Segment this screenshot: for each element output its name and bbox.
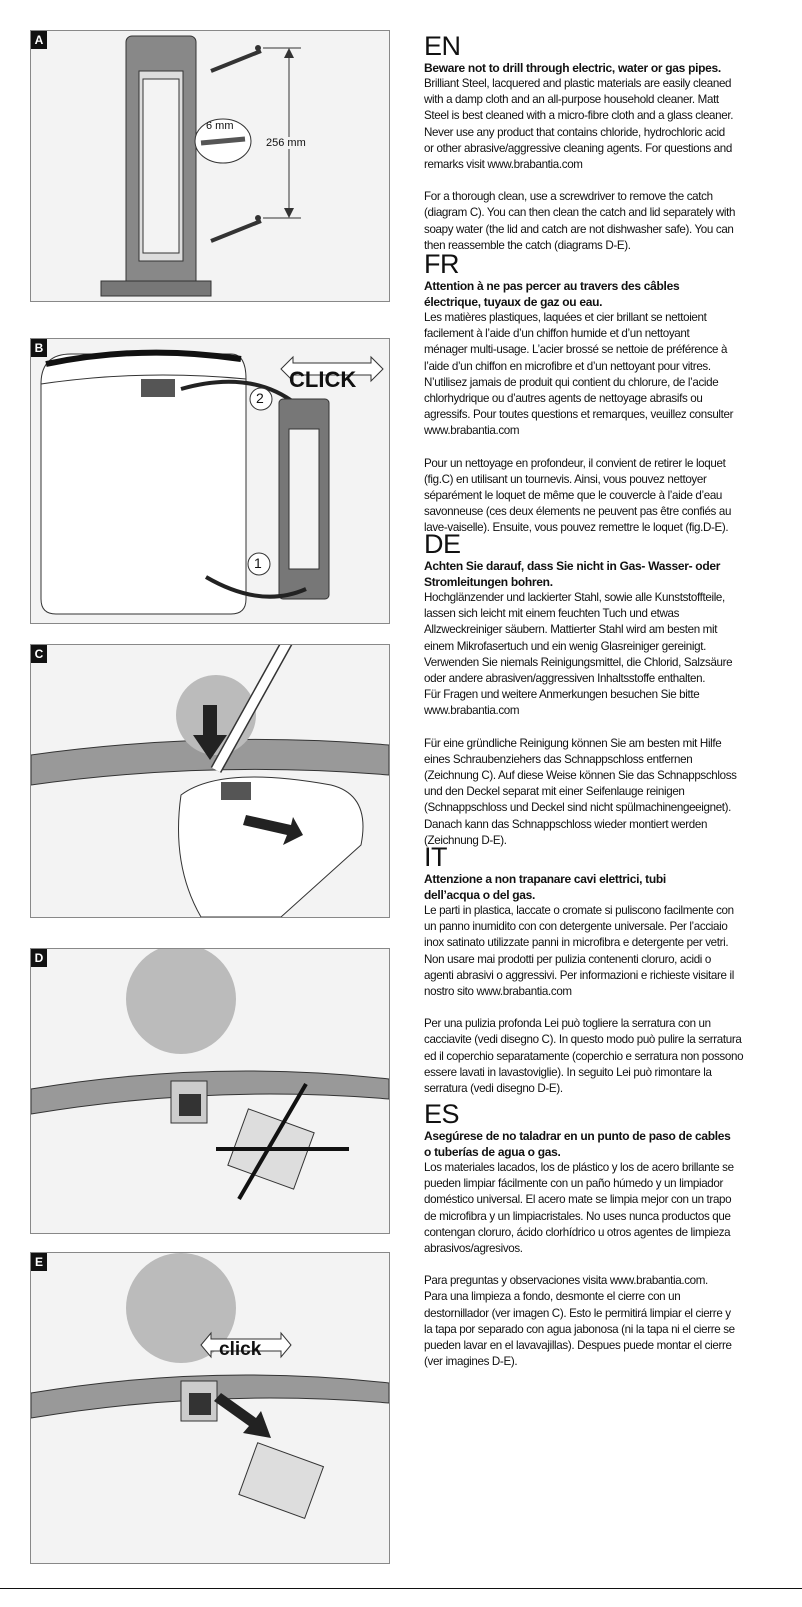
text-line: Steel is best cleaned with a micro-fibre cloth and a glass cleaner. [424,109,734,123]
body-paragraph [424,189,764,254]
body-paragraph [424,310,764,440]
figure-c-remove-catch [30,644,390,918]
warning-text: Attention à ne pas percer au travers des câbles [424,279,680,293]
text-line: Danach kann das Schnappschloss wieder montiert werden [424,817,708,831]
body-paragraph [424,456,764,537]
text-line: chlorhydrique ou d’autres agents de nettoyage abrasifs ou [424,392,703,406]
body-paragraph [424,736,764,849]
text-line: or other abrasive/aggressive cleaning agents. For questions and [424,141,732,155]
body-paragraph [424,590,764,720]
text-line: cacciavite (vedi disegno C). In questo modo può pulire la serratura [424,1033,742,1047]
warning-text: Achten Sie darauf, dass Sie nicht in Gas- Wasser- oder [424,559,721,573]
warning-text: Stromleitungen bohren. [424,575,553,589]
text-line: l’aide d’un chiffon en microfibre et d’un nettoyant pour vitres. [424,359,711,373]
body-paragraph [424,1016,764,1097]
figure-label: B [31,339,47,357]
body-paragraph [424,903,764,1000]
text-line: de microfibra y un limpiacristales. No uses nunca productos que [424,1209,731,1223]
warning-text: Attenzione a non trapanare cavi elettrici, tubi [424,872,666,886]
warning-text: Asegúrese de no taladrar en un punto de paso de cables [424,1129,731,1143]
text-line: abrasivos/agresivos. [424,1242,523,1256]
text-line: For a thorough clean, use a screwdriver to remove the catch [424,190,713,204]
text-line: N’utilisez jamais de produit qui contient du chlorure, de l’acide [424,375,719,389]
text-line: Allzweckreiniger säubern. Mattierter Stahl wird am besten mit [424,623,718,637]
text-line: Non usare mai prodotti per pulizia contenenti cloruro, acidi o [424,952,711,966]
text-line: (Zeichnung D-E). [424,833,507,847]
figure-e-catch-correct [30,1252,390,1564]
text-line: serratura (vedi disegno D-E). [424,1082,563,1096]
wall-bracket-illustration [31,31,389,301]
text-line: ed il coperchio separatamente (coperchio e serratura non possono [424,1049,744,1063]
figure-label: C [31,645,47,663]
text-line: (fig.C) en utilisant un tournevis. Ainsi, vous pouvez nettoyer [424,472,707,486]
text-line: einem Mikrofasertuch und ein wenig Glasreiniger gereinigt. [424,639,706,653]
text-line: Los materiales lacados, los de plástico y los de acero brillante se [424,1161,734,1174]
text-line: pueden limpiar fácilmente con un paño húmedo y un limpiador [424,1177,724,1191]
section-it [424,843,764,1097]
page-bottom-rule [0,1588,802,1589]
click-label: click [219,1339,262,1360]
text-line: www.brabantia.com [424,424,520,438]
distance-label: 256 mm [266,137,306,149]
text-line: eines Schraubenziehers das Schnappschloss entfernen [424,752,693,766]
text-line: (diagram C). You can then clean the catch and lid separately with [424,206,736,220]
warning-text: électrique, tuyaux de gaz ou eau. [424,295,603,309]
text-line: la tapa por separado con agua jabonosa (ni la tapa ni el cierre se [424,1322,735,1336]
step-1-label: 1 [254,555,262,571]
text-line: inox satinato utilizzate panni in microfibra e detergente per vetri. [424,936,729,950]
text-line: www.brabantia.com [424,704,520,718]
catch-incorrect-illustration [31,949,389,1233]
body-paragraph [424,1160,764,1257]
text-line: agressifs. Pour toutes questions et remarques, veuillez consulter [424,408,734,422]
text-line: essere lavati in lavastoviglie). In seguito Lei può rimontare la [424,1065,712,1079]
drill-size-label: 6 mm [206,120,234,132]
figure-b-hanging-bin [30,338,390,624]
section-es [424,1100,764,1370]
section-de [424,530,764,849]
screwdriver-illustration [31,645,389,917]
text-line: Verwenden Sie niemals Reinigungsmittel, die Chlorid, Salzsäure [424,655,733,669]
warning-text: dell’acqua o del gas. [424,888,536,902]
text-line: destornillador (ver imagen C). Esto le permitirá limpiar el cierre y [424,1306,731,1320]
text-line: Für eine gründliche Reinigung können Sie am besten mit Hilfe [424,736,722,750]
figure-label: A [31,31,47,49]
language-heading: IT [424,842,447,872]
catch-insert-illustration [31,1253,389,1563]
text-line: Le parti in plastica, laccate o cromate si puliscono facilmente con [424,904,734,917]
body-paragraph [424,76,764,173]
text-line: Para una limpieza a fondo, desmonte el cierre con un [424,1290,681,1304]
step-2-label: 2 [256,390,264,406]
text-line: (Schnappschloss und Deckel sind nicht spülmachinengeeignet). [424,801,732,815]
text-line: doméstico universal. El acero mate se limpia mejor con un trapo [424,1193,732,1207]
text-line: savonneuse (ces deux élements ne peuvent pas être confiés au [424,505,732,519]
language-heading: ES [424,1099,460,1129]
text-line: Never use any product that contains chloride, hydrochloric acid [424,125,725,139]
warning-text: o tuberías de agua o gas. [424,1145,561,1159]
text-line: Les matières plastiques, laquées et cier brillant se nettoient [424,311,707,324]
warning-text: Beware not to drill through electric, water or gas pipes. [424,61,721,75]
text-line: agenti abrasivi o aggressivi. Per informazioni e richieste visitare il [424,968,734,982]
section-fr [424,250,764,537]
text-line: Brilliant Steel, lacquered and plastic materials are easily cleaned [424,77,732,90]
figure-a-wall-mounting [30,30,390,302]
figure-label: E [31,1253,47,1271]
text-line: séparément le loquet de même que le couvercle à l’aide d’eau [424,489,723,503]
text-line: Pour un nettoyage en profondeur, il convient de retirer le loquet [424,456,726,470]
text-line: remarks visit www.brabantia.com [424,158,583,172]
body-paragraph [424,1273,764,1370]
text-line: facilement à l’aide d’un chiffon humide et d’un nettoyant [424,327,690,341]
text-line: ménager multi-usage. L’acier brossé se nettoie de préférence à [424,343,728,357]
text-line: (Zeichnung C). Auf diese Weise können Sie das Schnappschloss [424,769,737,783]
language-heading: EN [424,31,461,61]
text-line: then reassemble the catch (diagrams D-E). [424,238,631,252]
text-line: with a damp cloth and an all-purpose household cleaner. Matt [424,93,719,107]
section-en [424,32,764,254]
language-heading: DE [424,529,461,559]
text-line: (ver imagines D-E). [424,1355,518,1369]
text-line: Para preguntas y observaciones visita www.brabantia.com. [424,1274,708,1288]
text-line: nostro sito www.brabantia.com [424,985,572,999]
text-line: soapy water (the lid and catch are not dishwasher safe). You can [424,222,734,236]
click-label: CLICK [289,367,357,392]
text-line: contengan cloruro, ácido clorhídrico u otros agentes de limpieza [424,1225,731,1239]
text-line: oder andere abrasiven/aggressiven Inhaltsstoffe enthalten. [424,672,706,686]
language-heading: FR [424,249,459,279]
text-line: Für Fragen und weitere Anmerkungen besuchen Sie bitte [424,688,700,702]
text-line: lassen sich leicht mit einem feuchten Tuch und etwas [424,607,680,621]
text-line: pueden lavar en el lavavajillas). Despues puede montar el cierre [424,1339,732,1353]
text-line: und den Deckel separat mit einer Seifenlauge reinigen [424,785,685,799]
figure-d-catch-incorrect [30,948,390,1234]
text-line: un panno inumidito con con detergente universale. Per l’acciaio [424,920,728,934]
text-line: Hochglänzender und lackierter Stahl, sowie alle Kunststoffteile, [424,591,725,604]
figure-label: D [31,949,47,967]
text-line: Per una pulizia profonda Lei può togliere la serratura con un [424,1017,711,1031]
text-line: lave-vaiselle). Ensuite, vous pouvez remettre le loquet (fig.D-E). [424,521,729,535]
